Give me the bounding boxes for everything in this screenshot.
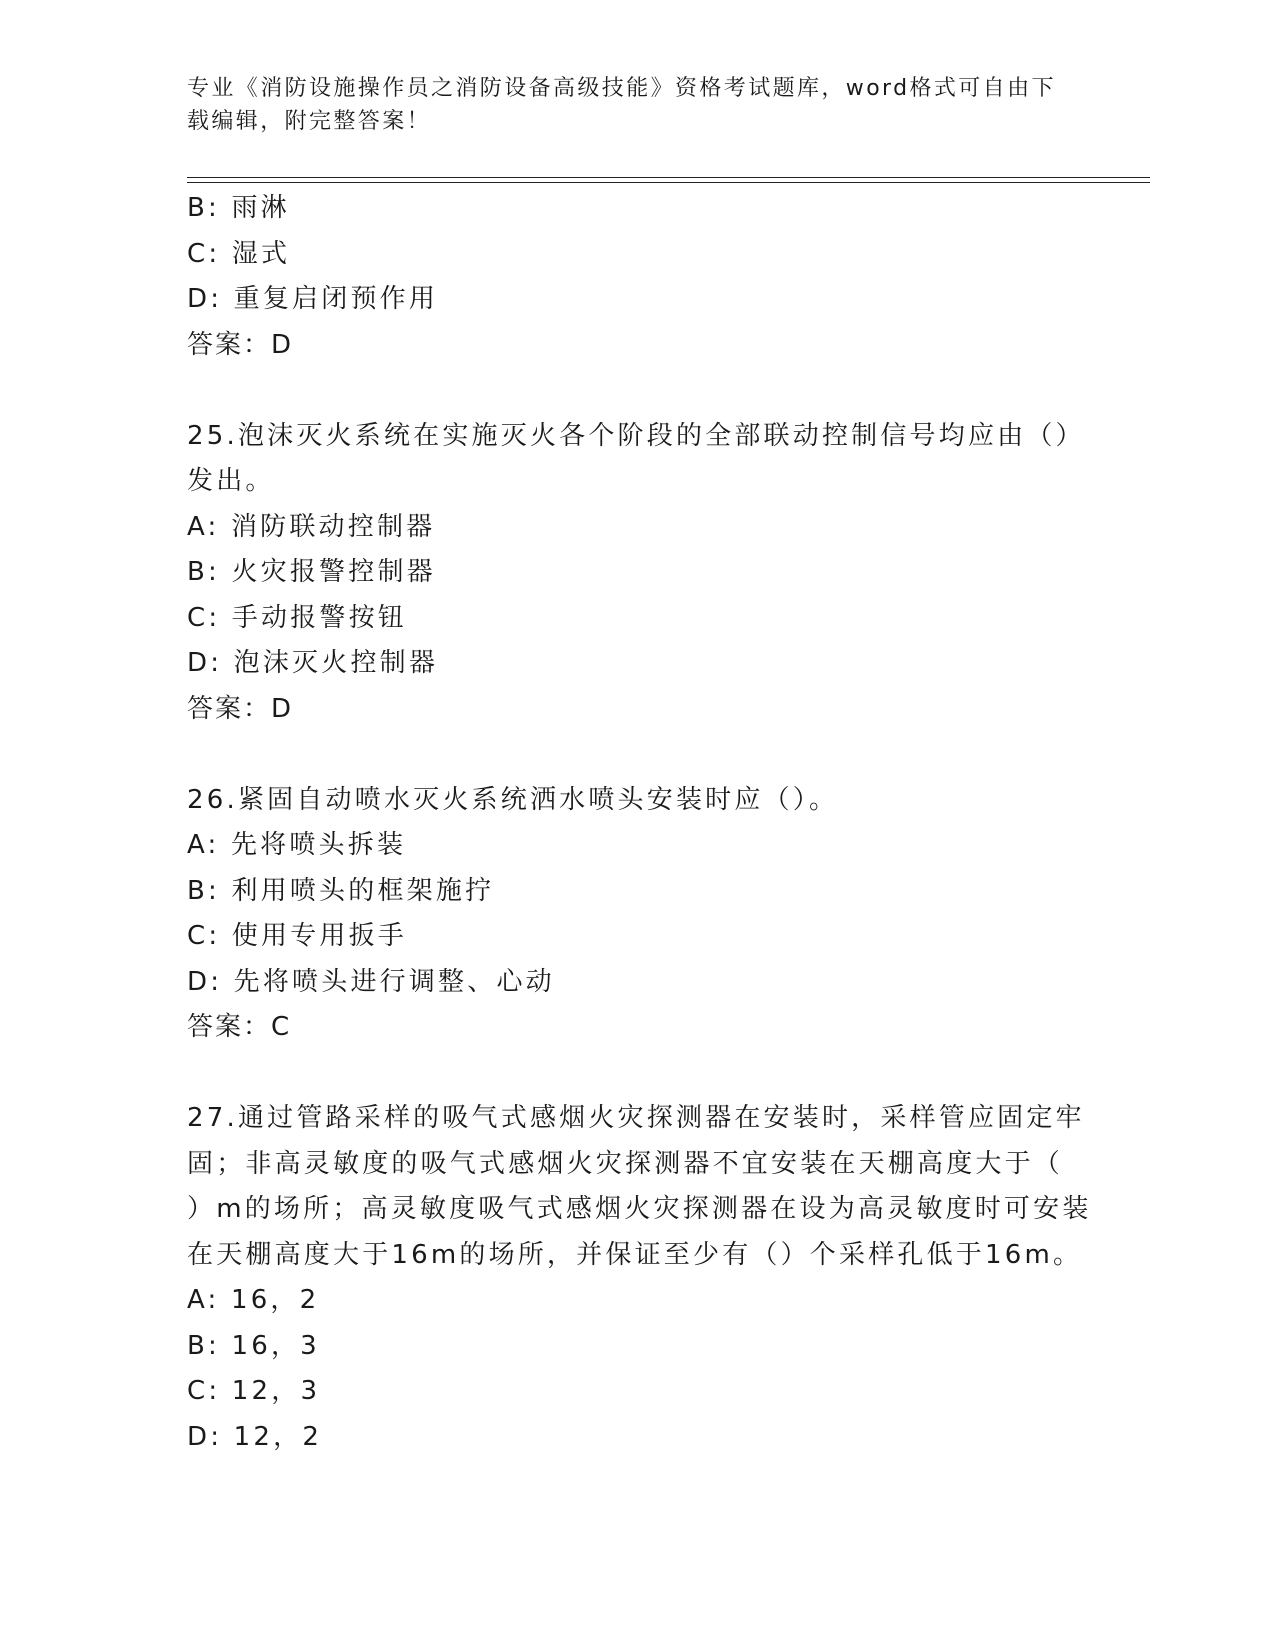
option-d: D: 重复启闭预作用 bbox=[187, 284, 439, 314]
header-line-2: 载编辑，附完整答案！ bbox=[187, 109, 432, 134]
option-b: B: 火灾报警控制器 bbox=[187, 557, 436, 587]
question-stem: 25.泡沫灭火系统在实施灭火各个阶段的全部联动控制信号均应由（） bbox=[187, 420, 1085, 451]
header-double-rule bbox=[187, 177, 1150, 183]
question-26 bbox=[187, 778, 1087, 1051]
spacer bbox=[187, 732, 1087, 778]
option-b: B: 雨淋 bbox=[187, 193, 290, 223]
answer-line: 答案：C bbox=[187, 1012, 292, 1042]
option-c: C: 湿式 bbox=[187, 238, 291, 269]
option-c: C: 12，3 bbox=[187, 1376, 321, 1406]
option-d: D: 先将喷头进行调整、心动 bbox=[187, 966, 555, 997]
question-stem: 在天棚高度大于16m的场所，并保证至少有（）个采样孔低于16m。 bbox=[187, 1239, 1083, 1270]
question-stem: 发出。 bbox=[187, 466, 275, 496]
question-stem: 27.通过管路采样的吸气式感烟火灾探测器在安装时，采样管应固定牢 bbox=[187, 1103, 1085, 1133]
option-c: C: 手动报警按钮 bbox=[187, 602, 407, 633]
option-d: D: 12，2 bbox=[187, 1421, 323, 1452]
option-b: B: 利用喷头的框架施拧 bbox=[187, 875, 495, 906]
spacer bbox=[187, 1051, 1087, 1097]
page-header bbox=[187, 72, 1067, 138]
question-list bbox=[187, 186, 1092, 1460]
question-stem: 26.紧固自动喷水灭火系统洒水喷头安装时应（）。 bbox=[187, 784, 839, 815]
option-a: A: 16，2 bbox=[187, 1285, 320, 1315]
answer-line: 答案：D bbox=[187, 329, 294, 360]
header-line-1: 专业《消防设施操作员之消防设备高级技能》资格考试题库，word格式可自由下 bbox=[187, 76, 1056, 101]
spacer bbox=[187, 368, 1087, 414]
question-stem: ）m的场所；高灵敏度吸气式感烟火灾探测器在设为高灵敏度时可安装 bbox=[187, 1194, 1092, 1224]
option-d: D: 泡沫灭火控制器 bbox=[187, 648, 439, 678]
option-a: A: 先将喷头拆装 bbox=[187, 830, 407, 860]
option-b: B: 16，3 bbox=[187, 1330, 320, 1361]
option-c: C: 使用专用扳手 bbox=[187, 921, 407, 951]
option-a: A: 消防联动控制器 bbox=[187, 511, 436, 542]
question-stem: 固；非高灵敏度的吸气式感烟火灾探测器不宜安装在天棚高度大于（ bbox=[187, 1148, 1064, 1179]
question-25 bbox=[187, 414, 1087, 733]
answer-line: 答案：D bbox=[187, 693, 294, 724]
question-27 bbox=[187, 1096, 1092, 1460]
prev-question-block bbox=[187, 186, 1087, 368]
